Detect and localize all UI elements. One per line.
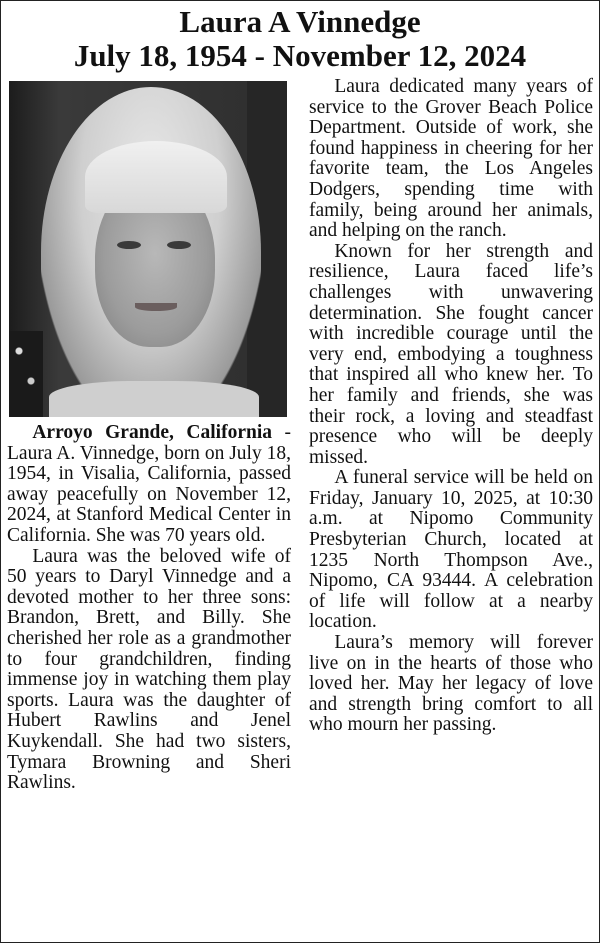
paragraph-4: Known for her strength and resilience, Laura faced life’s challenges with unwavering determination. She fought cancer with incredible courage until the very end, embodying a toughness that inspired all who knew her. To her family and friends, she was their rock, a loving and steadfast presence who will be deeply missed. xyxy=(309,240,593,468)
right-column xyxy=(309,77,593,938)
paragraph-1: Arroyo Grande, California - Laura A. Vinnedge, born on July 18, 1954, in Visalia, California, passed away peacefully on November 12, 2024, at Stanford Medical Center in California. She was 70 years old. xyxy=(7,422,291,546)
paragraph-5: A funeral service will be held on Friday, January 10, 2025, at 10:30 a.m. at Nipomo Community Presbyterian Church, located at 1235 North Thompson Ave., Nipomo, CA 93444. A celebration of life will follow at a nearby location. xyxy=(309,467,593,633)
deceased-name: Laura A Vinnedge xyxy=(179,4,421,39)
left-column xyxy=(7,77,291,938)
paragraph-6: Laura’s memory will forever live on in the hearts of those who loved her. May her legacy of love and strength bring comfort to all who mourn her passing. xyxy=(309,632,593,736)
left-text xyxy=(7,423,291,794)
life-dates: July 18, 1954 - November 12, 2024 xyxy=(73,38,527,73)
obituary-header xyxy=(1,1,599,73)
paragraph-3: Laura dedicated many years of service to the Grover Beach Police Department. Outside of work, she found happiness in cheering for her favorite team, the Los Angeles Dodgers, spending time with family, being around her animals, and helping on the ranch. xyxy=(309,76,593,242)
paragraph-2: Laura was the beloved wife of 50 years to Daryl Vinnedge and a devoted mother to her three sons: Brandon, Brett, and Billy. She cherished her role as a grandmother to four grandchildren, finding immense joy in watching them play sports. Laura was the daughter of Hubert Rawlins and Jenel Kuykendall. She had two sisters, Tymara Browning and Sheri Rawlins. xyxy=(7,545,291,794)
location: Arroyo Grande, California xyxy=(32,422,272,443)
right-text xyxy=(309,77,593,736)
text-columns xyxy=(7,77,593,938)
portrait-photo xyxy=(9,81,287,417)
